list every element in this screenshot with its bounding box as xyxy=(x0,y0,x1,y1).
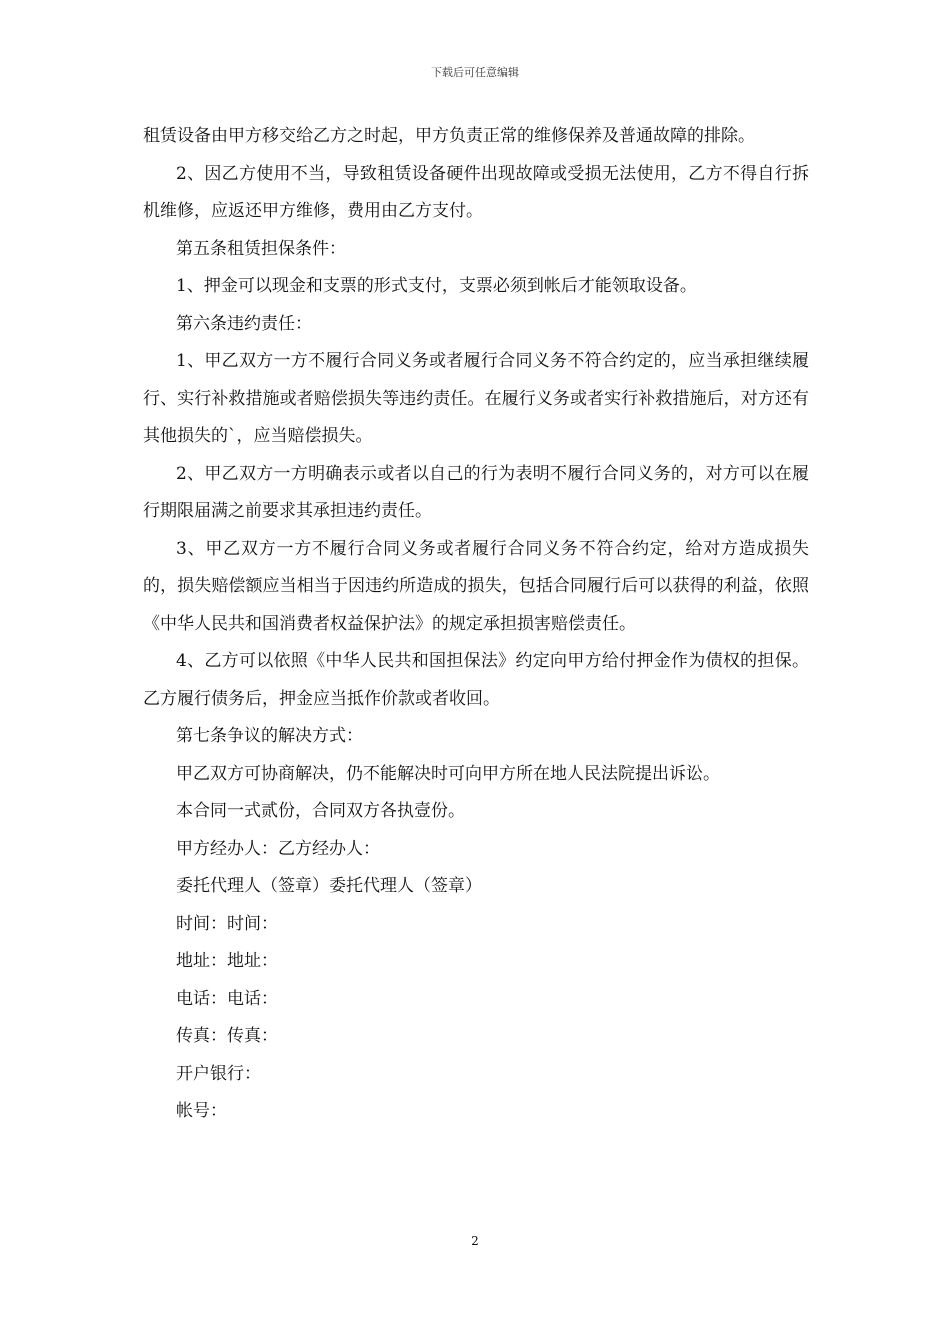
signature-agent-line: 委托代理人（签章）委托代理人（签章） xyxy=(176,876,482,896)
paragraph-breach-4: 4、乙方可以依照《中华人民共和国担保法》约定向甲方给付押金作为债权的担保。乙方履行债务后，押金应当抵作价款或者收回。 xyxy=(143,651,809,709)
paragraph-deposit: 1、押金可以现金和支票的形式支付，支票必须到帐后才能领取设备。 xyxy=(176,276,697,296)
section-heading-article-5: 第五条租赁担保条件： xyxy=(176,238,346,259)
signature-handler-line: 甲方经办人：乙方经办人： xyxy=(176,838,380,859)
paragraph-equipment-maintenance: 租赁设备由甲方移交给乙方之时起，甲方负责正常的维修保养及普通故障的排除。 xyxy=(143,126,755,146)
paragraph-breach-2: 2、甲乙双方一方明确表示或者以自己的行为表明不履行合同义务的，对方可以在履行期限届满之前要求其承担违约责任。 xyxy=(143,463,809,521)
paragraph-dispute-resolution: 甲乙双方可协商解决，仍不能解决时可向甲方所在地人民法院提出诉讼。 xyxy=(176,763,720,784)
signature-fax-line: 传真：传真： xyxy=(176,1026,278,1046)
signature-account-line: 帐号： xyxy=(176,1101,227,1121)
paragraph-breach-3: 3、甲乙双方一方不履行合同义务或者履行合同义务不符合约定，给对方造成损失的，损失赔偿额应当相当于因违约所造成的损失，包括合同履行后可以获得的利益，依照《中华人民共和国消费者权益保护法》的规定承担损害赔偿责任。 xyxy=(143,538,809,634)
page-number: 2 xyxy=(471,1234,479,1248)
paragraph-improper-use: 2、因乙方使用不当，导致租赁设备硬件出现故障或受损无法使用，乙方不得自行拆机维修，应返还甲方维修，费用由乙方支付。 xyxy=(143,163,809,221)
signature-time-line: 时间：时间： xyxy=(176,913,278,934)
section-heading-article-7: 第七条争议的解决方式： xyxy=(176,726,363,746)
signature-phone-line: 电话：电话： xyxy=(176,988,278,1009)
paragraph-breach-1: 1、甲乙双方一方不履行合同义务或者履行合同义务不符合约定的，应当承担继续履行、实行补救措施或者赔偿损失等违约责任。在履行义务或者实行补救措施后，对方还有其他损失的`，应当赔偿损失。 xyxy=(143,351,809,446)
document-body xyxy=(143,118,809,1131)
page-header: 下载后可任意编辑 xyxy=(431,66,519,79)
paragraph-copies: 本合同一式贰份，合同双方各执壹份。 xyxy=(176,801,465,821)
signature-address-line: 地址：地址： xyxy=(176,951,278,971)
section-heading-article-6: 第六条违约责任： xyxy=(176,313,312,334)
signature-bank-line: 开户银行： xyxy=(176,1063,261,1084)
